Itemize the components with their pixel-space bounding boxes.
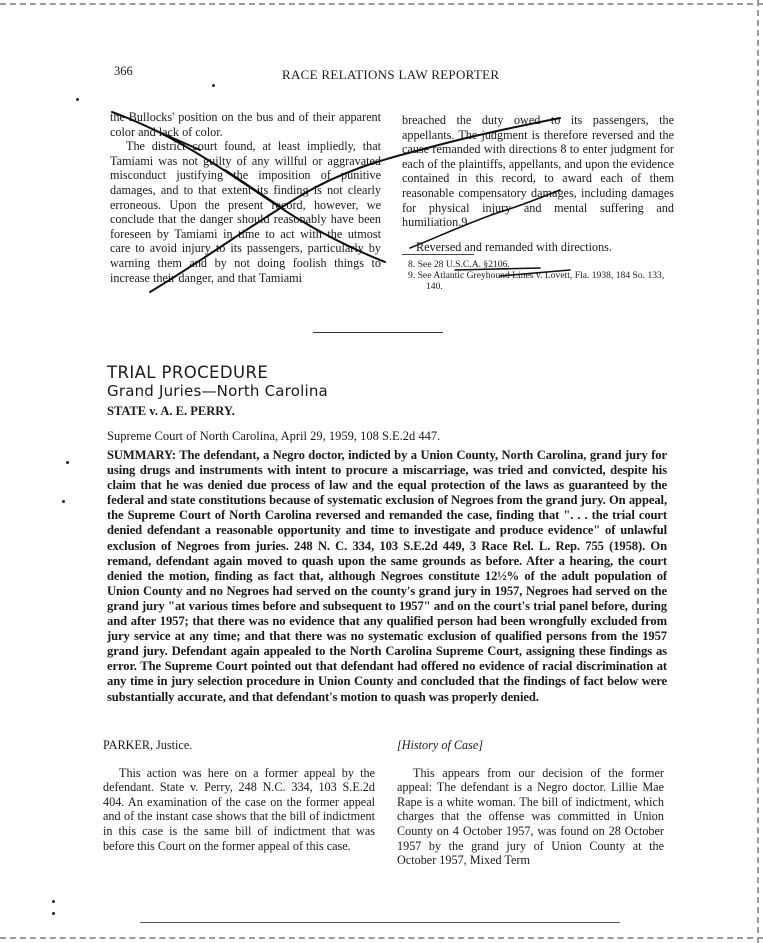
scan-speck	[52, 912, 55, 915]
page-number: 366	[114, 64, 133, 78]
scan-border-right	[757, 0, 759, 943]
history-heading: [History of Case]	[397, 738, 483, 752]
section-title: TRIAL PROCEDURE	[107, 363, 269, 382]
page-foot-rule	[140, 922, 620, 923]
scan-border-top	[0, 3, 763, 5]
running-title: RACE RELATIONS LAW REPORTER	[282, 67, 500, 82]
case-title: STATE v. A. E. PERRY.	[107, 404, 235, 418]
top-left-paragraph-2: The district court found, at least impliedly, that Tamiami was not guilty of any willful or aggravated misconduct justifying the imposition of punitive damages, and to that extent its finding is not clearly erroneous. Upon the present record, however, we conclude that the danger should reasonably have been foreseen by Tamiami in time to act with the utmost care to avoid injury to its passengers, particularly by warning them and by not doing foolish things to increase their danger, and that Tamiami	[110, 139, 381, 285]
case-summary: SUMMARY: The defendant, a Negro doctor, indicted by a Union County, North Carolina, grand jury for using drugs and instruments with intent to procure a miscarriage, was tried and convicted, despite his claim that he was denied due process of law and the equal protection of the laws as guaranteed by the federal and state constitutions because of systematic exclusion of Negroes from the grand jury. On appeal, the Supreme Court of North Carolina reversed and remanded the case, finding that ". . . the trial court denied defendant a reasonable opportunity and time to investigate and produce evidence" of unlawful exclusion of Negroes from juries. 248 N. C. 334, 103 S.E.2d 449, 3 Race Rel. L. Rep. 755 (1958). On remand, defendant again moved to quash upon the same grounds as before. After a hearing, the court denied the motion, finding as fact that, although Negroes constitute 12½% of the adult population of Union County and no Negroes had served on the county's grand jury in 1957, Negroes had served on the grand jury "at various times before and subsequent to 1957" and on the court's trial panel before, during and after 1957; that there was no evidence that any qualified person had been wrongfully excluded from jury service at any time; and that there was no systematic exclusion of qualified persons from the 1957 grand jury. Defendant again appealed to the North Carolina Supreme Court, assigning these findings as error. The Supreme Court pointed out that defendant had offered no evidence of racial discrimination at any time in jury selection procedure in Union County and concluded that the findings of fact below were substantially accurate, and that defendant's motion to quash was properly denied.	[107, 448, 667, 704]
section-subtitle: Grand Juries—North Carolina	[107, 382, 328, 400]
case-citation: Supreme Court of North Carolina, April 29, 1959, 108 S.E.2d 447.	[107, 429, 441, 443]
disposition: Reversed and remanded with directions.	[416, 239, 612, 254]
scan-speck	[52, 900, 55, 903]
scan-speck	[66, 461, 69, 464]
scan-border-bottom	[0, 937, 763, 939]
scan-speck	[62, 500, 65, 503]
footnotes	[402, 259, 674, 292]
footnote-rule	[402, 254, 474, 255]
opinion-author: PARKER, Justice.	[103, 738, 193, 752]
top-left-paragraph-1: the Bullocks' position on the bus and of their apparent color and lack of color.	[110, 110, 381, 139]
footnote-9: 9. See Atlantic Greyhound Lines v. Lovett, Fla. 1938, 184 So. 133, 140.	[408, 270, 665, 292]
section-divider	[313, 332, 443, 333]
opinion-left-column	[103, 738, 375, 853]
opinion-right-column	[397, 738, 664, 868]
top-right-paragraph: breached the duty owed to its passengers, the appellants. The judgment is therefore reversed and the cause remanded with directions 8 to enter judgment for each of the plaintiffs, appellants, and upon the evidence contained in this record, to award each of them reasonable compensatory damages, including damages for physical injury and mental suffering and humiliation.9	[402, 113, 674, 230]
scan-speck	[76, 98, 79, 101]
top-left-column	[110, 110, 381, 285]
opinion-left-paragraph: This action was here on a former appeal by the defendant. State v. Perry, 248 N.C. 334, 103 S.E.2d 404. An examination of the case on the former appeal and of the instant case shows that the bill of indictment in this case is the same bill of indictment that was before this Court on the former appeal of this case.	[103, 765, 375, 853]
footnote-8: 8. See 28 U.S.C.A. §2106.	[408, 259, 510, 270]
scan-speck	[212, 84, 215, 87]
top-right-column	[402, 113, 674, 254]
opinion-right-paragraph: This appears from our decision of the former appeal: The defendant is a Negro doctor. Lillie Mae Rape is a white woman. The bill of indictment, which charges that the offense was committed in Union County on 4 October 1957, was found on 28 October 1957 by the grand jury of Union County at the October 1957, Mixed Term	[397, 765, 664, 868]
